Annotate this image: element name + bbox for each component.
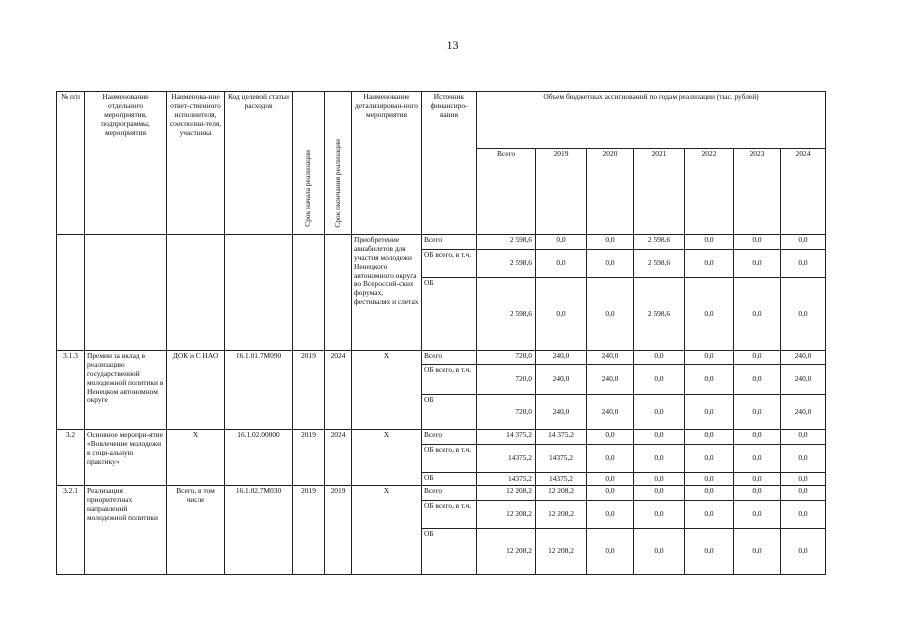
cell-value: 2 598,6	[477, 235, 536, 250]
cell-value: 0,0	[734, 473, 781, 486]
cell-end: 2024	[325, 430, 352, 486]
cell-value: 0,0	[634, 365, 685, 395]
cell-start: 2019	[293, 351, 325, 430]
cell-source: ОБ	[422, 473, 477, 486]
cell-value: 0,0	[685, 278, 734, 351]
header-col-2021: 2021	[634, 149, 685, 235]
cell-source: ОБ	[422, 278, 477, 351]
cell-value: 14375,2	[536, 445, 587, 473]
cell-value: 240,0	[587, 365, 634, 395]
cell-value: 0,0	[587, 278, 634, 351]
cell-source: ОБ	[422, 395, 477, 430]
cell-source: ОБ всего, в т.ч.	[422, 445, 477, 473]
cell-value: 0,0	[685, 235, 734, 250]
header-budget-group: Объем бюджетных ассигнований по годам реализации (тыс. рублей)	[477, 92, 826, 149]
cell-detail: Приобретение авиабилетов для участия молодежи Ненецкого автономного округа во Всероссий-ских форумах, фестивалях и слетах	[352, 235, 422, 351]
cell-value: 0,0	[734, 501, 781, 529]
cell-value: 0,0	[685, 486, 734, 501]
cell-value: 0,0	[734, 351, 781, 365]
cell-value: 2 598,6	[634, 250, 685, 278]
cell-value: 0,0	[536, 235, 587, 250]
budget-table	[56, 91, 826, 575]
cell-end	[325, 235, 352, 351]
cell-value: 14375,2	[536, 473, 587, 486]
header-source: Источник финансиро-вания	[422, 92, 477, 235]
cell-value: 14375,2	[477, 473, 536, 486]
cell-executor: ДОК и С НАО	[167, 351, 225, 430]
page-number: 13	[446, 38, 459, 52]
cell-value: 240,0	[536, 365, 587, 395]
cell-start	[293, 235, 325, 351]
header-end	[325, 92, 352, 235]
cell-value: 0,0	[634, 501, 685, 529]
cell-value: 0,0	[734, 278, 781, 351]
cell-value: 240,0	[587, 395, 634, 430]
cell-name	[85, 235, 167, 351]
cell-value: 0,0	[734, 430, 781, 445]
cell-value: 0,0	[634, 473, 685, 486]
cell-start: 2019	[293, 430, 325, 486]
cell-value: 0,0	[634, 445, 685, 473]
table-row	[57, 351, 826, 365]
header-col-2020: 2020	[587, 149, 634, 235]
cell-value: 0,0	[781, 473, 826, 486]
cell-source: Всего	[422, 430, 477, 445]
cell-code: 16.1.02.00000	[225, 430, 293, 486]
cell-value: 12 208,2	[536, 529, 587, 575]
cell-value: 0,0	[587, 486, 634, 501]
cell-value: 0,0	[781, 430, 826, 445]
cell-value: 240,0	[536, 351, 587, 365]
cell-num: 3.2	[57, 430, 85, 486]
cell-executor: Всего, в том числе	[167, 486, 225, 575]
cell-value: 0,0	[536, 278, 587, 351]
cell-value: 0,0	[685, 395, 734, 430]
header-executor: Наименова-ние ответ-ственного исполнителя, соисполни-теля, участника	[167, 92, 225, 235]
cell-value: 0,0	[536, 250, 587, 278]
header-num: № п/п	[57, 92, 85, 235]
cell-value: 0,0	[685, 529, 734, 575]
cell-value: 0,0	[781, 486, 826, 501]
cell-name: Основное меропри-ятие «Вовлечение молодежи в соци-альную практику»	[85, 430, 167, 486]
table-row	[57, 235, 826, 250]
cell-value: 0,0	[634, 430, 685, 445]
header-name: Наименование отдельного мероприятия, подпрограммы, мероприятия	[85, 92, 167, 235]
cell-source: ОБ всего, в т.ч.	[422, 365, 477, 395]
cell-value: 0,0	[781, 278, 826, 351]
header-col-2024: 2024	[781, 149, 826, 235]
cell-detail: Х	[352, 351, 422, 430]
cell-value: 720,0	[477, 365, 536, 395]
header-col-2019: 2019	[536, 149, 587, 235]
cell-num: 3.2.1	[57, 486, 85, 575]
cell-value: 14 375,2	[536, 430, 587, 445]
header-end-text: Срок окончания реализации	[332, 138, 342, 228]
cell-value: 0,0	[734, 235, 781, 250]
cell-value: 0,0	[685, 501, 734, 529]
cell-source: ОБ всего, в т.ч.	[422, 501, 477, 529]
cell-value: 720,0	[477, 395, 536, 430]
cell-value: 0,0	[587, 430, 634, 445]
cell-value: 2 598,6	[477, 250, 536, 278]
cell-value: 0,0	[587, 235, 634, 250]
cell-value: 0,0	[781, 529, 826, 575]
header-col-total: Всего	[477, 149, 536, 235]
cell-value: 12 208,2	[477, 501, 536, 529]
cell-detail: Х	[352, 486, 422, 575]
cell-end: 2024	[325, 351, 352, 430]
cell-value: 0,0	[587, 529, 634, 575]
cell-value: 0,0	[781, 501, 826, 529]
cell-value: 240,0	[587, 351, 634, 365]
cell-value: 0,0	[734, 395, 781, 430]
cell-value: 0,0	[587, 473, 634, 486]
cell-source: Всего	[422, 486, 477, 501]
cell-name: Премии за вклад в реализацию государственной молодежной политики в Ненецком автономном округе	[85, 351, 167, 430]
cell-value: 240,0	[781, 351, 826, 365]
header-code: Код целевой статьи расходов	[225, 92, 293, 235]
cell-start: 2019	[293, 486, 325, 575]
header-start-text: Срок начала реализации	[303, 150, 313, 228]
cell-name: Реализация приоритетных направлений молодежной политики	[85, 486, 167, 575]
cell-end: 2019	[325, 486, 352, 575]
table-row	[57, 430, 826, 445]
cell-value: 0,0	[734, 486, 781, 501]
cell-detail: Х	[352, 430, 422, 486]
cell-source: ОБ	[422, 529, 477, 575]
cell-value: 12 208,2	[477, 486, 536, 501]
cell-value: 0,0	[587, 501, 634, 529]
cell-code: 16.1.01.7М090	[225, 351, 293, 430]
cell-num: 3.1.3	[57, 351, 85, 430]
cell-value: 12 208,2	[536, 501, 587, 529]
cell-value: 2 598,6	[634, 235, 685, 250]
cell-value: 0,0	[634, 351, 685, 365]
cell-executor	[167, 235, 225, 351]
header-detail: Наименование детализирован-ного мероприятия	[352, 92, 422, 235]
cell-value: 2 598,6	[634, 278, 685, 351]
cell-value: 14 375,2	[477, 430, 536, 445]
cell-value: 0,0	[685, 365, 734, 395]
header-col-2023: 2023	[734, 149, 781, 235]
cell-value: 0,0	[781, 445, 826, 473]
cell-code	[225, 235, 293, 351]
cell-value: 0,0	[685, 430, 734, 445]
cell-value: 14375,2	[477, 445, 536, 473]
cell-value: 0,0	[734, 445, 781, 473]
cell-value: 240,0	[781, 395, 826, 430]
cell-source: Всего	[422, 235, 477, 250]
cell-value: 0,0	[634, 529, 685, 575]
cell-executor: Х	[167, 430, 225, 486]
cell-value: 240,0	[781, 365, 826, 395]
cell-value: 240,0	[536, 395, 587, 430]
cell-value: 0,0	[587, 250, 634, 278]
cell-num	[57, 235, 85, 351]
header-col-2022: 2022	[685, 149, 734, 235]
cell-value: 720,0	[477, 351, 536, 365]
cell-value: 0,0	[685, 250, 734, 278]
cell-value: 0,0	[734, 365, 781, 395]
cell-value: 12 208,2	[477, 529, 536, 575]
cell-source: Всего	[422, 351, 477, 365]
header-start	[293, 92, 325, 235]
cell-value: 0,0	[781, 235, 826, 250]
cell-value: 0,0	[685, 351, 734, 365]
cell-value: 0,0	[634, 486, 685, 501]
cell-value: 12 208,2	[536, 486, 587, 501]
cell-value: 2 598,6	[477, 278, 536, 351]
cell-source: ОБ всего, в т.ч.	[422, 250, 477, 278]
cell-value: 0,0	[781, 250, 826, 278]
cell-code: 16.1.02.7М030	[225, 486, 293, 575]
cell-value: 0,0	[634, 395, 685, 430]
cell-value: 0,0	[685, 445, 734, 473]
table-row	[57, 486, 826, 501]
cell-value: 0,0	[587, 445, 634, 473]
cell-value: 0,0	[685, 473, 734, 486]
cell-value: 0,0	[734, 529, 781, 575]
cell-value: 0,0	[734, 250, 781, 278]
